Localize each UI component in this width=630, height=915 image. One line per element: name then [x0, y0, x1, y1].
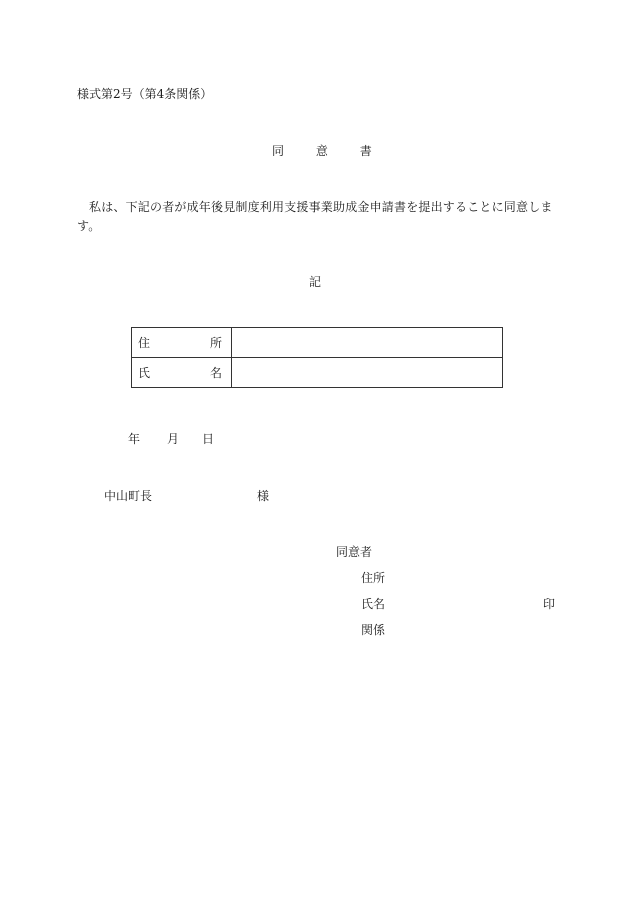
address-label-cell — [132, 328, 232, 358]
consenter-relation-label: 関係 — [361, 623, 386, 637]
date-line — [128, 430, 214, 447]
applicant-info-table — [131, 327, 503, 388]
title-char: 意 — [315, 144, 328, 158]
ki-heading: 記 — [309, 275, 322, 289]
addressee-name: 中山町長 — [104, 489, 153, 503]
day-label: 日 — [202, 432, 215, 446]
title-char: 同 — [272, 144, 285, 158]
label-char: 住 — [138, 336, 151, 350]
addressee-honorific: 様 — [257, 489, 270, 503]
consenter-heading: 同意者 — [336, 545, 373, 559]
document-title — [272, 142, 372, 159]
name-value-cell — [232, 358, 503, 388]
title-char: 書 — [359, 144, 372, 158]
form-number: 様式第2号（第4条関係） — [77, 87, 213, 101]
year-label: 年 — [128, 432, 141, 446]
table-row — [132, 358, 503, 388]
label-char: 氏 — [138, 366, 151, 380]
month-label: 月 — [167, 432, 180, 446]
name-label-cell — [132, 358, 232, 388]
consenter-name-label: 氏名 — [361, 597, 386, 611]
table-row — [132, 328, 503, 358]
label-char: 所 — [209, 336, 222, 350]
address-value-cell — [232, 328, 503, 358]
label-char: 名 — [209, 366, 222, 380]
consenter-address-label: 住所 — [361, 571, 386, 585]
seal-mark: 印 — [543, 597, 556, 611]
consent-statement: 私は、下記の者が成年後見制度利用支援事業助成金申請書を提出することに同意します。 — [77, 200, 553, 233]
